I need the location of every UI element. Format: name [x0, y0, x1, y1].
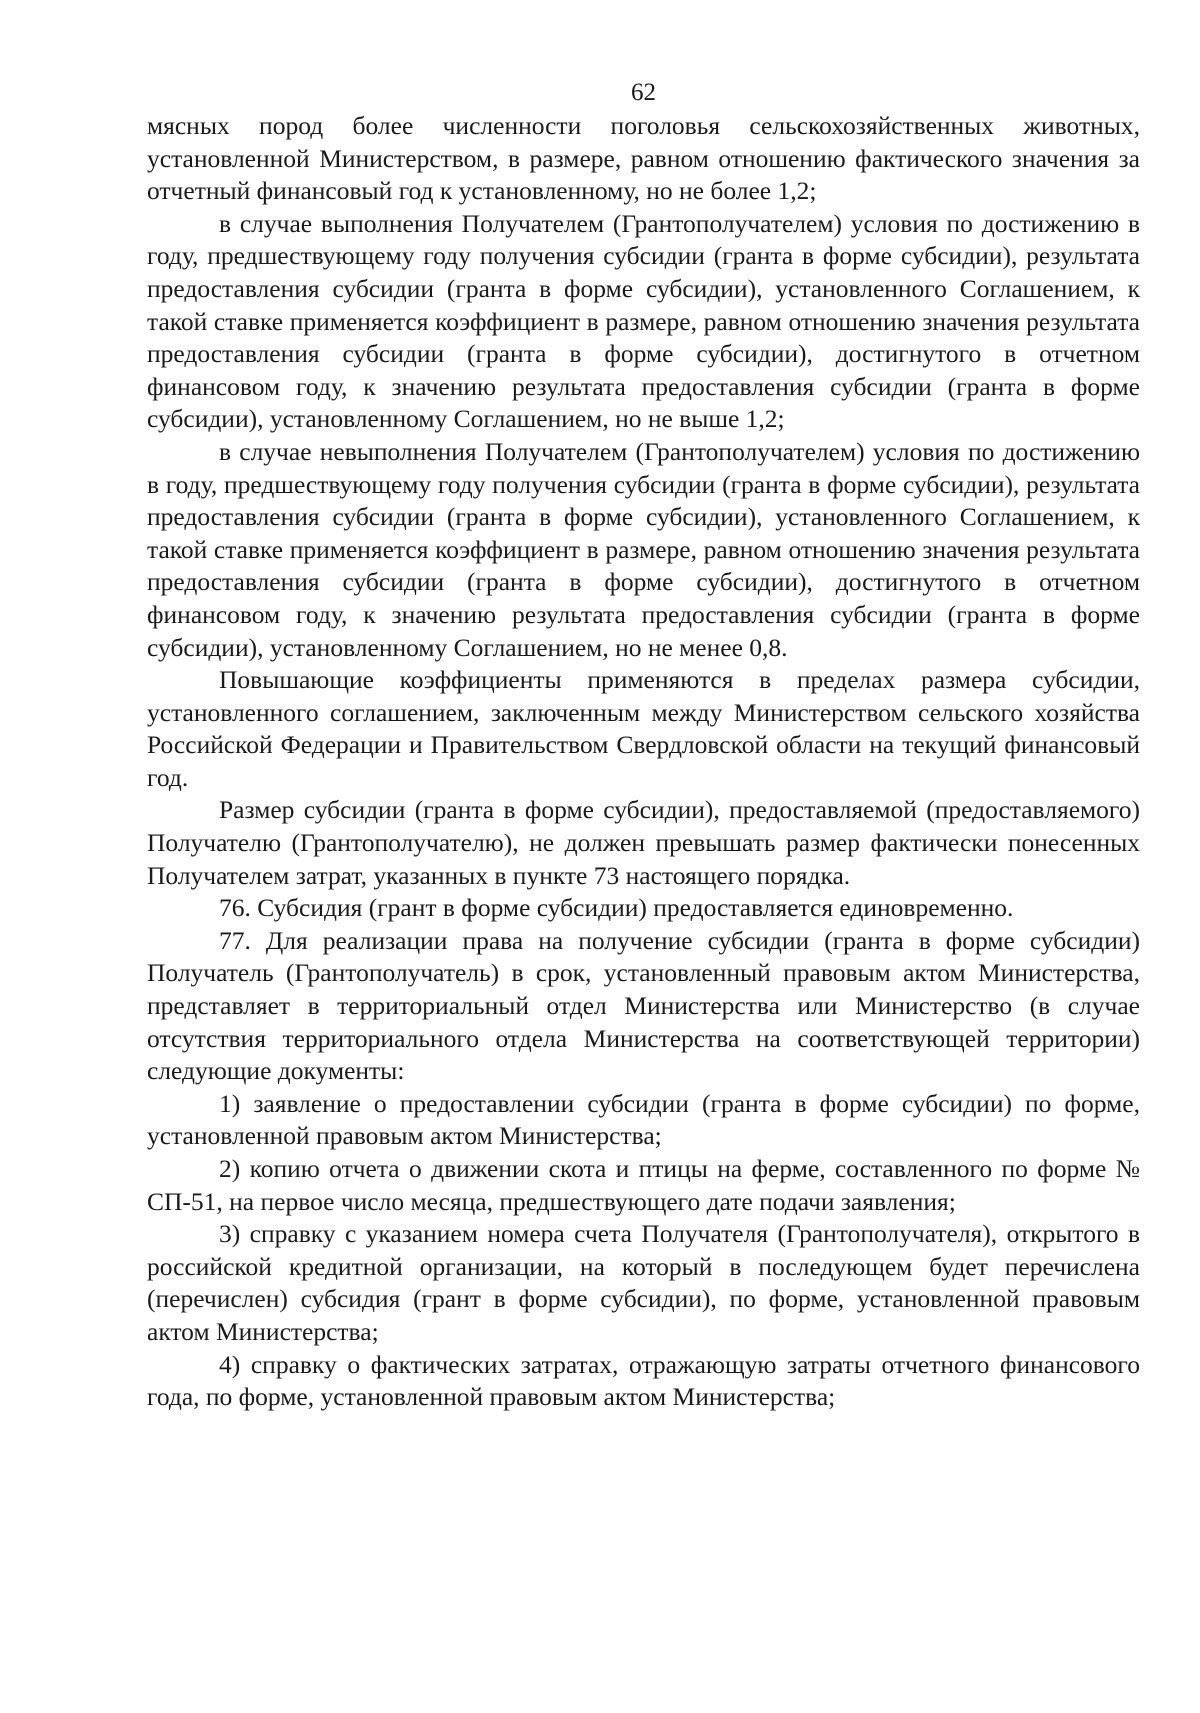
paragraph-increasing-coefficients: Повышающие коэффициенты применяются в пределах размера субсидии, установленного соглашением, заключенным между Министерством сельского хозяйства Российской Федерации и Правительством Свердловской области на текущий финансовый год. [147, 665, 1140, 792]
paragraph-subsidy-size: Размер субсидии (гранта в форме субсидии), предоставляемой (предоставляемого) Получателю (Грантополучателю), не должен превышать размер фактически понесенных Получателем затрат, указанных в пункте 73 настоящего порядка. [147, 795, 1140, 890]
paragraph-clause-76: 76. Субсидия (грант в форме субсидии) предоставляется единовременно. [219, 893, 1014, 923]
paragraph-continuation: мясных пород более численности поголовья сельскохозяйственных животных, установленной Министерством, в размере, равном отношению фактического значения за отчетный финансовый год к установленному, но не более 1,2; [147, 111, 1140, 206]
list-item-4: 4) справку о фактических затратах, отражающую затраты отчетного финансового года, по форме, установленной правовым актом Министерства; [147, 1349, 1140, 1412]
list-item-1: 1) заявление о предоставлении субсидии (гранта в форме субсидии) по форме, установленной правовым актом Министерства; [147, 1088, 1140, 1151]
list-item-3: 3) справку с указанием номера счета Получателя (Грантополучателя), открытого в российской кредитной организации, на который в последующем будет перечислена (перечислен) субсидия (грант в форме субсидии), по форме, установленной правовым актом Министерства; [147, 1219, 1140, 1346]
page-number: 62 [631, 79, 656, 106]
document-page [147, 0, 1140, 1414]
paragraph-clause-77: 77. Для реализации права на получение субсидии (гранта в форме субсидии) Получатель (Грантополучатель) в срок, установленный правовым актом Министерства, представляет в территориальный отдел Министерства или Министерство (в случае отсутствия территориального отдела Министерства на соответствующей территории) следующие документы: [147, 925, 1140, 1086]
paragraph-coefficient-fulfilled: в случае выполнения Получателем (Грантополучателем) условия по достижению в году, предшествующему году получения субсидии (гранта в форме субсидии), результата предоставления субсидии (гранта в форме субсидии), установленного Соглашением, к такой ставке применяется коэффициент в размере, равном отношению значения результата предоставления субсидии (гранта в форме субсидии), достигнутого в отчетном финансовом году, к значению результата предоставления субсидии (гранта в форме субсидии), установленному Соглашением, но не выше 1,2; [147, 208, 1140, 434]
list-item-2: 2) копию отчета о движении скота и птицы на ферме, составленного по форме № СП-51, на первое число месяца, предшествующего дате подачи заявления; [147, 1154, 1140, 1216]
paragraph-coefficient-unfulfilled: в случае невыполнения Получателем (Грантополучателем) условия по достижению в году, предшествующему году получения субсидии (гранта в форме субсидии), результата предоставления субсидии (гранта в форме субсидии), установленного Соглашением, к такой ставке применяется коэффициент в размере, равном отношению значения результата предоставления субсидии (гранта в форме субсидии), достигнутого в отчетном финансовом году, к значению результата предоставления субсидии (гранта в форме субсидии), установленному Соглашением, но не менее 0,8. [147, 436, 1140, 662]
